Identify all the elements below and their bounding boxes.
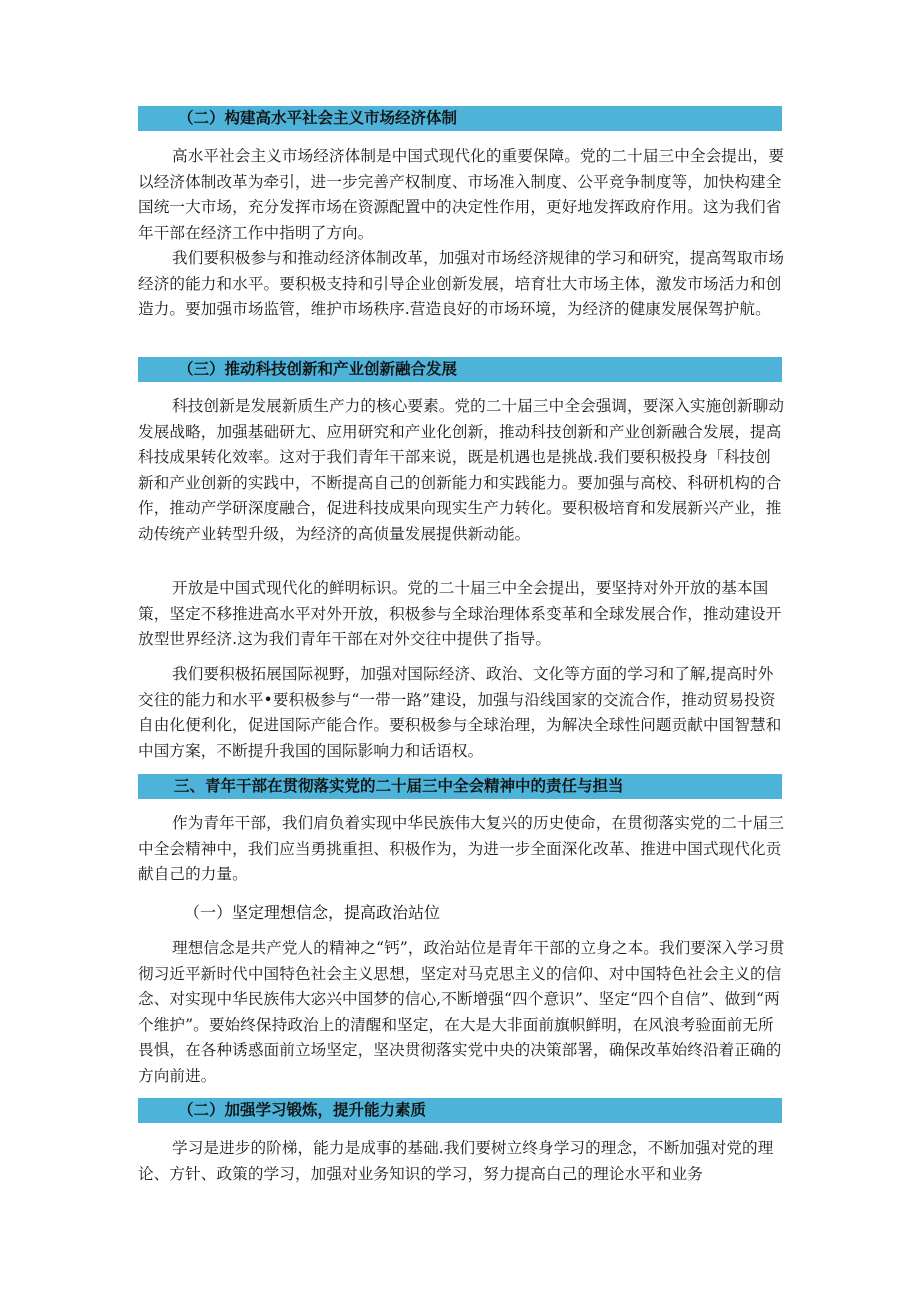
paragraph-opening-up-1: 开放是中国式现代化的鲜明标识。党的二十届三中全会提出，要坚持对外开放的基本国策，坚定不移推进高水平对外开放，积极参与全球治理体系变革和全球发展合作，推动建设开放型世界经济.这为我们青年干部在对外交往中提供了指导。 <box>138 579 782 649</box>
paragraph-opening-up-2: 我们要积极拓展国际视野，加强对国际经济、政治、文化等方面的学习和了解,提高时外交往的能力和水平•要积极参与“一带一路”建设，加强与沿线国家的交流合作，推动贸易投资自由化便利化，促进国际产能合作。要积极参与全球治理，为解决全球性问题贡献中国智慧和中国方案，不断提升我国的国际影响力和话语权。 <box>138 665 782 760</box>
section-heading-study-and-training: （二）加强学习锻炼，提升能力素质 <box>138 1098 782 1123</box>
section-heading-market-economy: （二）构建高水平社会主义市场经济体制 <box>138 106 782 131</box>
paragraph-market-economy-1: 高水平社会主义市场经济体制是中国式现代化的重要保障。党的二十届三中全会提出，要以经济体制改革为牵引，进一步完善产权制度、市场准入制度、公平竞争制度等，加快构建全国统一大市场，充分发挥市场在资源配置中的决定性作用，更好地发挥政府作用。这为我们省年干部在经济工作中指明了方向。 <box>138 147 785 242</box>
section-heading-tech-innovation: （三）推动科技创新和产业创新融合发展 <box>138 357 782 382</box>
subheading-ideals-and-beliefs: （一）坚定理想信念，提高政治站位 <box>184 903 441 922</box>
section-heading-youth-responsibility: 三、青年干部在贯彻落实党的二十届三中全会精神中的责任与担当 <box>138 774 782 799</box>
paragraph-ideals-and-beliefs: 理想信念是共产党人的精神之“钙”，政治站位是青年干部的立身之本。我们要深入学习贯彻习近平新时代中国特色社会主义思想，坚定对马克思主义的信仰、对中国特色社会主义的信念、对实现中华民族伟大宓兴中国梦的信心,不断增强“四个意识”、坚定“四个自信”、做到“两个维护”。要始终保持政治上的清醒和坚定，在大是大非面前旗帜鲜明，在风浪考验面前无所畏惧，在各种诱惑面前立场坚定，坚决贯彻落实党中央的决策部署，确保改革始终沿着正确的方向前进。 <box>138 939 785 1085</box>
paragraph-study-and-training: 学习是进步的阶梯，能力是成事的基础.我们要树立终身学习的理念，不断加强对党的理论、方针、政策的学习，加强对业务知识的学习，努力提高白己的理论水平和业务 <box>138 1139 774 1183</box>
paragraph-tech-innovation: 科技创新是发展新质生产力的核心要素。党的二十届三中全会强调，要深入实施创新聊动发展战略，加强基础研尢、应用研究和产业化创新，推动科技创新和产业创新融合发展，提高科技成果转化效率。这对于我们青年干部来说，既是机遇也是挑战.我们要积极投身「科技创新和产业创新的实践中，不断提高自己的创新能力和实践能力。要加强与高校、科研机构的合作，推动产学研深度融合，促进科技成果向现实生产力转化。要积极培育和发展新兴产业，推动传统产业转型升级，为经济的高侦量发展提供新动能。 <box>138 397 785 543</box>
paragraph-youth-responsibility: 作为青年干部，我们肩负着实现中华民族伟大复兴的历史使命，在贯彻落实党的二十届三中全会精神中，我们应当勇挑重担、积极作为，为进一步全面深化改革、推进中国式现代化贡献自己的力量。 <box>138 814 785 884</box>
paragraph-market-economy-2: 我们要积极参与和推动经济体制改革，加强对市场经济规律的学习和研究，提高驾取市场经济的能力和水平。要积极支持和引导企业创新发展，培育壮大市场主体，激发市场活力和创造力。要加强市场监管，维护市场秩序.营造良好的市场环境，为经济的健康发展保驾护航。 <box>138 249 785 319</box>
